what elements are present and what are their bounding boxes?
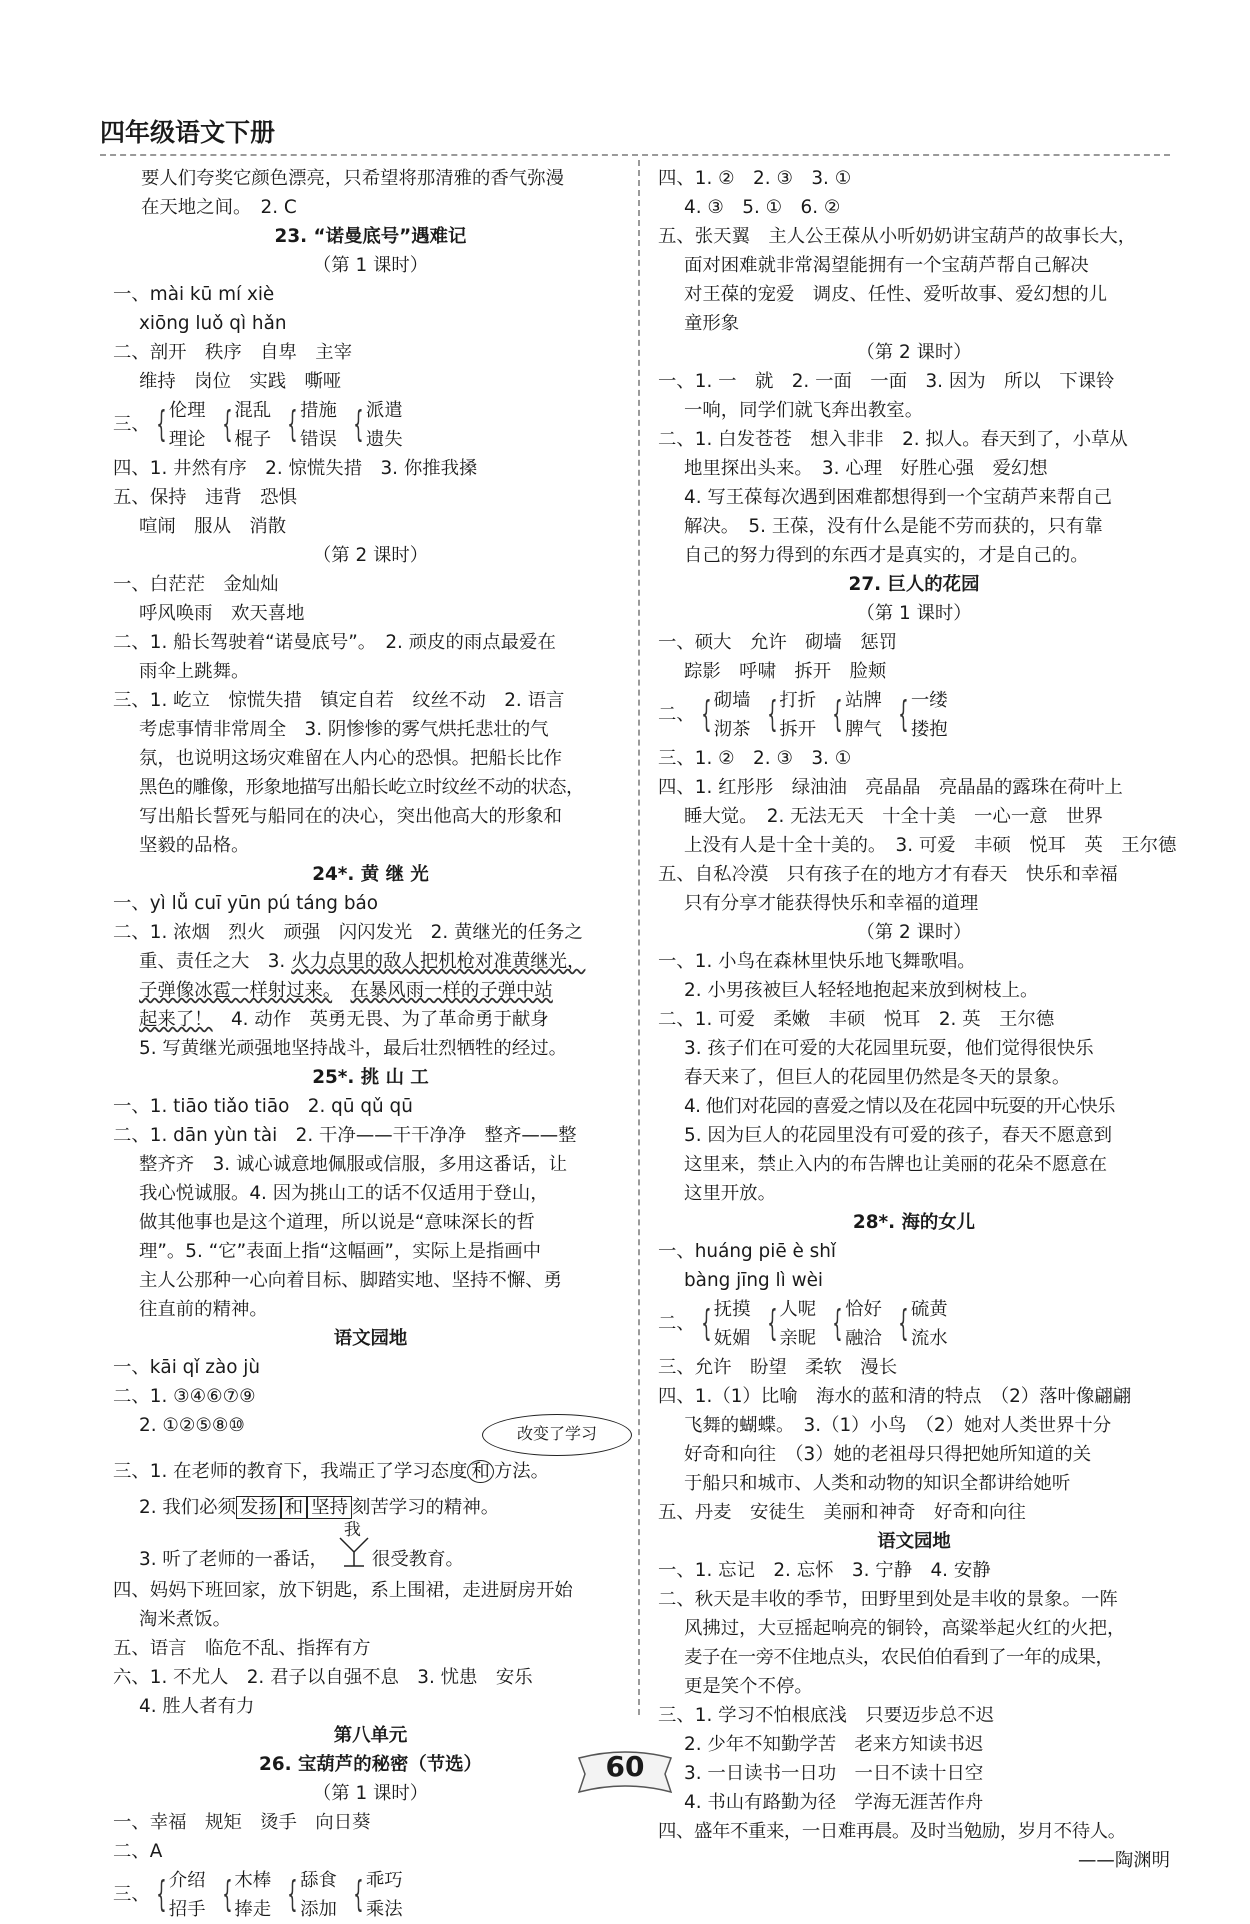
answer-line: 四、妈妈下班回家，放下钥匙，系上围裙，走进厨房开始: [113, 1580, 573, 1601]
answer-line: 一、幸福 规矩 烫手 向日葵: [113, 1812, 371, 1833]
lesson-title-28: 28*. 海的女儿: [852, 1212, 976, 1233]
answer-line: 淘米煮饭。: [139, 1609, 231, 1630]
answer-line: 一、huáng piē è shǐ: [658, 1241, 836, 1262]
lesson-period: （第 2 课时）: [856, 342, 972, 363]
section-title-yuwen: 语文园地: [333, 1328, 408, 1349]
header-divider: [100, 154, 1170, 156]
word: 一缕: [910, 690, 948, 711]
answer-line: 五、张天翼 主人公王葆从小听奶奶讲宝葫芦的故事长大，: [658, 226, 1137, 247]
answer-line: 5. 写黄继光顽强地坚持战斗，最后壮烈牺牲的经过。: [139, 1038, 567, 1059]
answer-line: 做其他事也是这个道理，所以说是“意味深长的哲: [139, 1212, 535, 1233]
answer-line: 更是笑个不停。: [684, 1676, 813, 1697]
question-number: 三、: [113, 1884, 150, 1905]
answer-line: 三、1. 学习不怕根底浅 只要迈步总不迟: [658, 1705, 995, 1726]
answer-line: 这里来，禁止入内的布告牌也让美丽的花朵不愿意在: [684, 1154, 1107, 1175]
answer-line: 春天来了，但巨人的花园里仍然是冬天的景象。: [684, 1067, 1071, 1088]
word-pair-group: 三、 { 伦理 理论 { 混乱 棍子 { 措施 错误 { 派遣 遗失: [113, 396, 628, 454]
word: 妩媚: [713, 1328, 751, 1349]
lesson-period: （第 1 课时）: [312, 255, 429, 276]
answer-line: 四、1. 井然有序 2. 惊慌失措 3. 你推我搡: [113, 458, 478, 479]
answer-line: 三、1. 屹立 惊慌失措 镇定自若 纹丝不动 2. 语言: [113, 690, 565, 711]
answer-line: 一、1. 一 就 2. 一面 一面 3. 因为 所以 下课铃: [658, 371, 1115, 392]
answer-line: 黑色的雕像，形象地描写出船长屹立时纹丝不动的状态，: [139, 777, 584, 798]
word: 硫黄: [910, 1299, 948, 1320]
word: 伦理: [168, 400, 206, 421]
answer-text: [332, 980, 350, 1001]
answer-line: 一、1. 忘记 2. 忘怀 3. 宁静 4. 安静: [658, 1560, 991, 1581]
answer-line: 二、1. 白发苍苍 想入非非 2. 拟人。春天到了，小草从: [658, 429, 1128, 450]
poem-author: ——陶渊明: [1078, 1850, 1170, 1871]
lesson-period: （第 2 课时）: [312, 545, 429, 566]
word: 木棒: [234, 1870, 272, 1891]
answer-line: 我心悦诚服。4. 因为挑山工的话不仅适用于登山，: [139, 1183, 549, 1204]
answer-text: 很受教育。: [371, 1549, 464, 1570]
lesson-period: （第 2 课时）: [856, 922, 972, 943]
answer-line: 面对困难就非常渴望能拥有一个宝葫芦帮自己解决: [684, 255, 1089, 276]
underlined-answer: 子弹像冰雹一样射过来。: [139, 980, 333, 1001]
word: 流水: [910, 1328, 948, 1349]
answer-line: [113, 1520, 628, 1576]
answer-line: 解决。 5. 王葆，没有什么是能不劳而获的，只有靠: [684, 516, 1103, 537]
answer-line: 这里开放。: [684, 1183, 776, 1204]
answer-line: 一、硕大 允许 砌墙 惩罚: [658, 632, 898, 653]
answer-text: 4. 动作 英勇无畏、为了革命勇于献身: [212, 1009, 549, 1030]
answer-line: 4. 书山有路勤为径 学海无涯苦作舟: [684, 1792, 984, 1813]
answer-text: 刻苦学习的精神。: [351, 1497, 500, 1518]
answer-line: 麦子在一旁不住地点头，农民伯伯看到了一年的成果，: [684, 1647, 1114, 1668]
answer-line: 四、1. ② 2. ③ 3. ①: [658, 168, 852, 189]
answer-line: 维持 岗位 实践 嘶哑: [139, 371, 342, 392]
answer-line: 二、1. 船长驾驶着“诺曼底号”。 2. 顽皮的雨点最爱在: [113, 632, 556, 653]
answer-line: 主人公那种一心向着目标、脚踏实地、坚持不懈、勇: [139, 1270, 562, 1291]
unit-title: 第八单元: [333, 1725, 408, 1746]
boxed-word: 坚持: [307, 1496, 352, 1519]
lesson-period: （第 1 课时）: [312, 1783, 429, 1804]
answer-line: 五、保持 违背 恐惧: [113, 487, 297, 508]
answer-line: 二、1. 可爱 柔嫩 丰硕 悦耳 2. 英 王尔德: [658, 1009, 1055, 1030]
word-pair-group: 二、 { 砌墙 沏茶 { 打折 拆开 { 站牌 脾气 { 一缕 搂抱: [658, 686, 1170, 744]
word: 站牌: [845, 690, 882, 711]
answer-line: 理”。5. “它”表面上指“这幅画”，实际上是指画中: [139, 1241, 542, 1262]
answer-line: 一、mài kū mí xiè: [113, 284, 275, 305]
answer-line: 五、丹麦 安徒生 美丽和神奇 好奇和向往: [658, 1502, 1026, 1523]
inserted-word: 我: [343, 1520, 361, 1540]
answer-line: 一、kāi qǐ zào jù: [113, 1357, 261, 1378]
word: 亲昵: [779, 1328, 817, 1349]
answer-line: 五、自私冷漠 只有孩子在的地方才有春天 快乐和幸福: [658, 864, 1118, 885]
answer-line: 于船只和城市、人类和动物的知识全都讲给她听: [684, 1473, 1071, 1494]
answer-line: 二、1. ③④⑥⑦⑨: [113, 1386, 256, 1407]
answer-line: 二、1. 浓烟 烈火 顽强 闪闪发光 2. 黄继光的任务之: [113, 922, 583, 943]
boxed-word: 和: [281, 1496, 307, 1519]
left-column: [113, 164, 628, 1924]
word: 错误: [300, 429, 337, 450]
answer-line: 氛，也说明这场灾难留在人内心的恐惧。把船长比作: [139, 748, 562, 769]
insertion-mark: [336, 1520, 372, 1580]
answer-line: 地里探出头来。 3. 心理 好胜心强 爱幻想: [684, 458, 1048, 479]
word: 招手: [168, 1899, 206, 1920]
answer-line: 四、盛年不重来，一日难再晨。及时当勉励，岁月不待人。: [658, 1821, 1126, 1842]
answer-line: 四、1. 红彤彤 绿油油 亮晶晶 亮晶晶的露珠在荷叶上: [658, 777, 1123, 798]
answer-line: 自己的努力得到的东西才是真实的，才是自己的。: [684, 545, 1089, 566]
answer-line: 喧闹 服从 消散: [139, 516, 287, 537]
page-number: 60: [605, 1750, 645, 1783]
answer-line: 2. ①②⑤⑧⑩: [139, 1415, 245, 1436]
word: 恰好: [845, 1299, 882, 1320]
word: 遗失: [365, 429, 403, 450]
lesson-title-26: 26. 宝葫芦的秘密（节选）: [259, 1754, 482, 1775]
answer-line: 2. 少年不知勤学苦 老来方知读书迟: [684, 1734, 984, 1755]
answer-text: 3. 听了老师的一番话，: [139, 1549, 328, 1570]
answer-line: 五、语言 临危不乱、指挥有方: [113, 1638, 371, 1659]
lesson-period: （第 1 课时）: [856, 603, 972, 624]
answer-line: [113, 1490, 628, 1526]
question-number: 二、: [658, 704, 695, 725]
question-number: 三、: [113, 414, 150, 435]
underlined-answer: 起来了！: [139, 1009, 213, 1030]
word: 乖巧: [365, 1870, 403, 1891]
answer-line: 呼风唤雨 欢天喜地: [139, 603, 305, 624]
word: 介绍: [168, 1870, 206, 1891]
answer-line: 整齐齐 3. 诚心诚意地佩服或信服，多用这番话，让: [139, 1154, 567, 1175]
answer-line: 四、1.（1）比喻 海水的蓝和清的特点 （2）落叶像翩翩: [658, 1386, 1132, 1407]
answer-line: 二、A: [113, 1841, 163, 1862]
answer-line: 上没有人是十全十美的。 3. 可爱 丰硕 悦耳 英 王尔德: [684, 835, 1177, 856]
answer-line: 坚毅的品格。: [139, 835, 250, 856]
answer-line: bàng jīng lì wèi: [684, 1270, 824, 1291]
answer-line: 踪影 呼啸 拆开 脸颊: [684, 661, 887, 682]
answer-line: 在天地之间。 2. C: [141, 197, 297, 218]
answer-line: 只有分享才能获得快乐和幸福的道理: [684, 893, 979, 914]
answer-line: 一响，同学们就飞奔出教室。: [684, 400, 924, 421]
answer-text: 三、1. 在老师的教育下，我端正了学习态度: [113, 1461, 468, 1482]
word: 沏茶: [713, 719, 751, 740]
answer-line: 二、剖开 秩序 自卑 主宰: [113, 342, 353, 363]
answer-line: 4. ③ 5. ① 6. ②: [684, 197, 841, 218]
word: 派遣: [365, 400, 403, 421]
answer-text: 重、责任之大 3.: [139, 951, 292, 972]
word: 舔食: [300, 1870, 337, 1891]
answer-line: 对王葆的宠爱 调皮、任性、爱听故事、爱幻想的儿: [684, 284, 1107, 305]
word: 抚摸: [713, 1299, 751, 1320]
word: 棍子: [234, 429, 272, 450]
answer-line: 六、1. 不尤人 2. 君子以自强不息 3. 忧患 安乐: [113, 1667, 533, 1688]
answer-line: 要人们夸奖它颜色漂亮，只希望将那清雅的香气弥漫: [141, 168, 564, 189]
word: 脾气: [845, 719, 882, 740]
section-title-yuwen: 语文园地: [877, 1531, 951, 1552]
lesson-title-25: 25*. 挑 山 工: [312, 1067, 429, 1088]
answer-line: 一、1. 小鸟在森林里快乐地飞舞歌唱。: [658, 951, 976, 972]
answer-line: 雨伞上跳舞。: [139, 661, 250, 682]
answer-line: 风拂过，大豆摇起响亮的铜铃，高粱举起火红的火把，: [684, 1618, 1126, 1639]
answer-line: 一、yì lǚ cuī yūn pú táng báo: [113, 893, 379, 914]
answer-line: [113, 1005, 628, 1034]
answer-line: 2. 小男孩被巨人轻轻地抱起来放到树枝上。: [684, 980, 1039, 1001]
answer-line: 3. 孩子们在可爱的大花园里玩耍，他们觉得很快乐: [684, 1038, 1094, 1059]
lesson-title-24: 24*. 黄 继 光: [312, 864, 429, 885]
right-column: [658, 164, 1177, 1875]
answer-line: 考虑事情非常周全 3. 阴惨惨的雾气烘托悲壮的气: [139, 719, 549, 740]
circled-word: 和: [467, 1460, 493, 1483]
answer-line: 童形象: [684, 313, 740, 334]
answer-text: 方法。: [493, 1461, 550, 1482]
word: 砌墙: [713, 690, 751, 711]
word: 添加: [300, 1899, 337, 1920]
answer-line: [113, 976, 628, 1005]
answer-line: 二、秋天是丰收的季节，田野里到处是丰收的景象。一阵: [658, 1589, 1118, 1610]
answer-line: xiōng luǒ qì hǎn: [139, 313, 287, 334]
word: 人呢: [779, 1299, 817, 1320]
answer-line: 一、白茫茫 金灿灿: [113, 574, 279, 595]
boxed-word: 发扬: [236, 1496, 281, 1519]
answer-line: 一、1. tiāo tiǎo tiāo 2. qū qǔ qū: [113, 1096, 413, 1117]
answer-line: 三、1. ② 2. ③ 3. ①: [658, 748, 852, 769]
answer-line: [113, 947, 628, 976]
answer-line: 4. 写王葆每次遇到困难都想得到一个宝葫芦来帮自己: [684, 487, 1112, 508]
word: 捧走: [234, 1899, 272, 1920]
answer-text: 2. 我们必须: [139, 1497, 236, 1518]
lesson-title-23: 23. “诺曼底号”遇难记: [274, 226, 467, 247]
word: 拆开: [779, 719, 817, 740]
column-divider: [638, 160, 640, 1715]
word-pair-group: 三、 { 介绍 招手 { 木棒 捧走 { 舔食 添加 { 乖巧 乘法: [113, 1866, 628, 1924]
answer-line: 三、允许 盼望 柔软 漫长: [658, 1357, 898, 1378]
word: 搂抱: [910, 719, 948, 740]
word: 理论: [168, 429, 206, 450]
answer-line: 二、1. dān yùn tài 2. 干净——干干净净 整齐——整: [113, 1125, 577, 1146]
answer-line: 5. 因为巨人的花园里没有可爱的孩子，春天不愿意到: [684, 1125, 1112, 1146]
word-pair-group: 二、 { 抚摸 妩媚 { 人呢 亲昵 { 恰好 融洽 { 硫黄 流水: [658, 1295, 1170, 1353]
answer-line: 好奇和向往 （3）她的老祖母只得把她所知道的关: [684, 1444, 1092, 1465]
word: 打折: [779, 690, 817, 711]
answer-line: 4. 他们对花园的喜爱之情以及在花园中玩耍的开心快乐: [684, 1096, 1115, 1117]
answer-line: 飞舞的蝴蝶。 3.（1）小鸟 （2）她对人类世界十分: [684, 1415, 1112, 1436]
word: 乘法: [365, 1899, 403, 1920]
lesson-title-27: 27. 巨人的花园: [848, 574, 980, 595]
answer-line: 往直前的精神。: [139, 1299, 268, 1320]
answer-line: 写出船长誓死与船同在的决心，突出他高大的形象和: [139, 806, 562, 827]
underlined-answer: 火力点里的敌人把机枪对准黄继光，: [291, 951, 586, 972]
question-number: 二、: [658, 1313, 695, 1334]
word: 措施: [300, 400, 337, 421]
word: 混乱: [234, 400, 272, 421]
page-title: 四年级语文下册: [100, 118, 276, 147]
correction-bubble: 改变了学习: [482, 1414, 632, 1456]
answer-line: 睡大觉。 2. 无法无天 十全十美 一心一意 世界: [684, 806, 1103, 827]
answer-line: 4. 胜人者有力: [139, 1696, 255, 1717]
underlined-answer: 在暴风雨一样的子弹中站: [350, 980, 553, 1001]
word: 融洽: [845, 1328, 882, 1349]
answer-line: 3. 一日读书一日功 一日不读十日空: [684, 1763, 984, 1784]
